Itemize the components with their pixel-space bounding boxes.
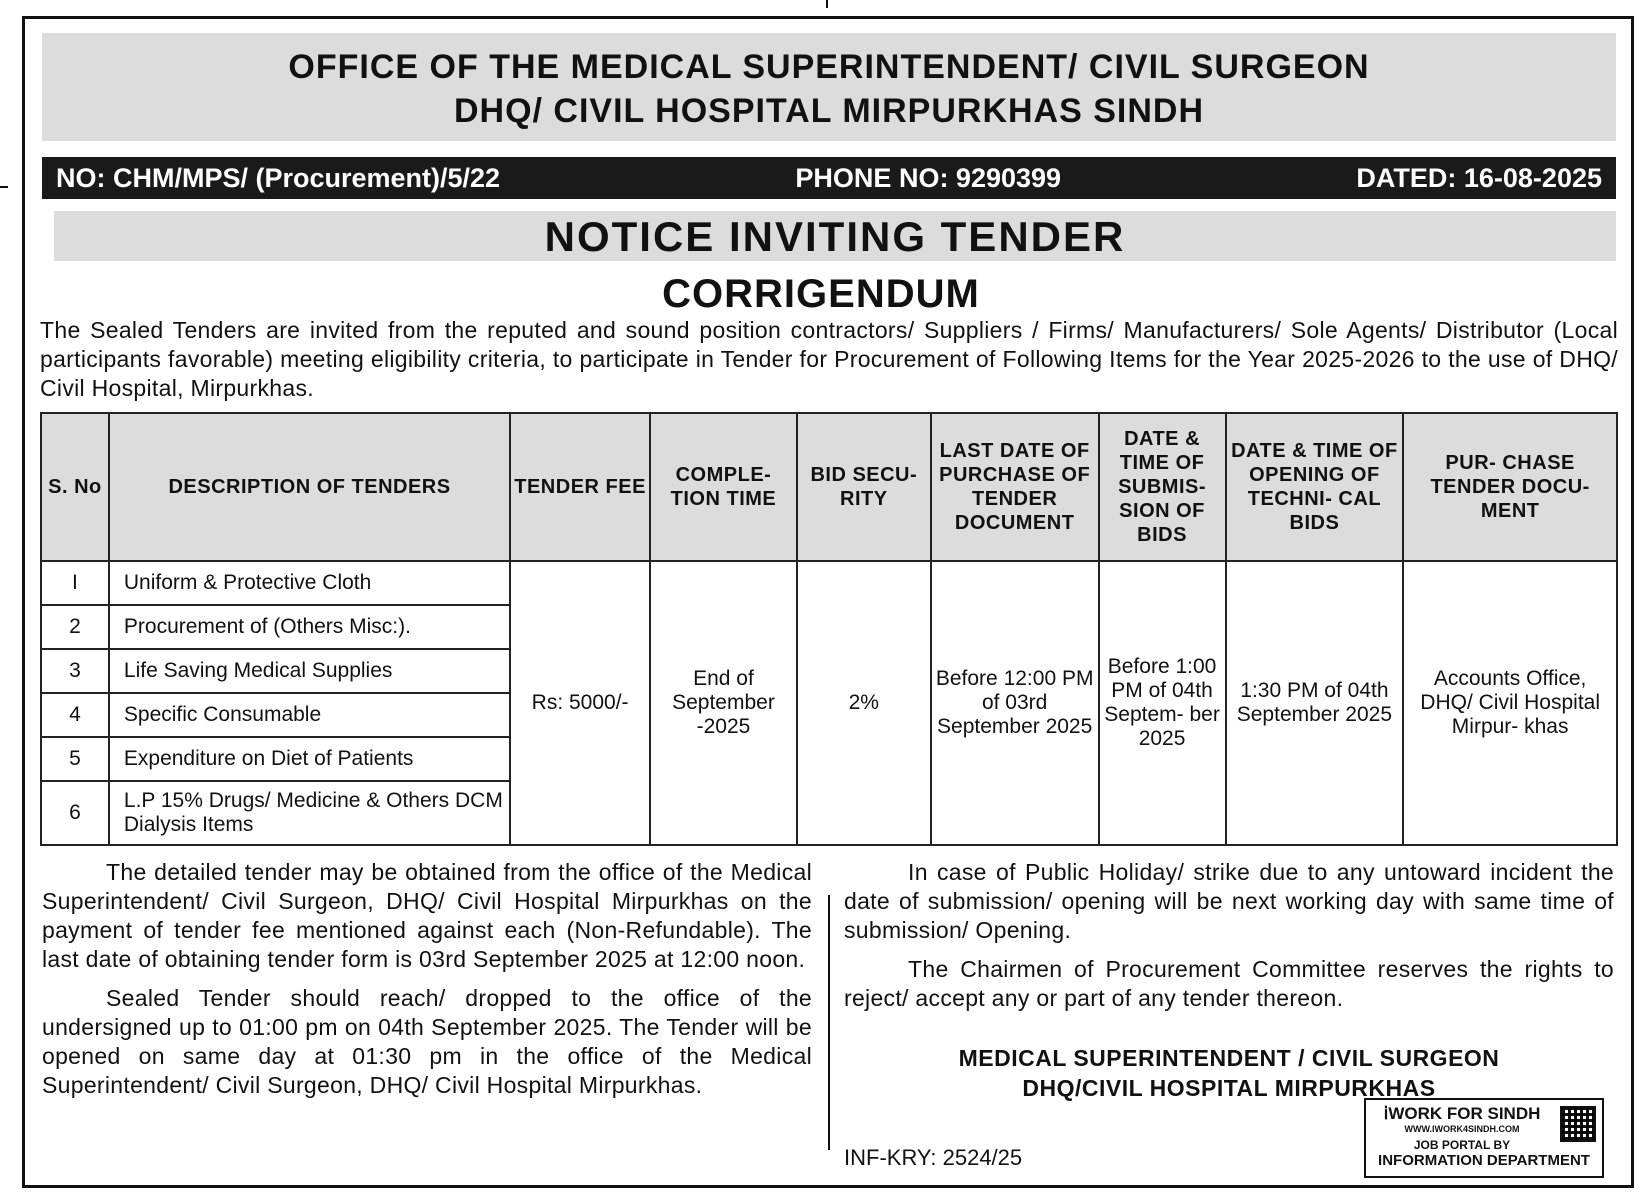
purchase-document-cell: Accounts Office, DHQ/ Civil Hospital Mirpur- khas [1403, 561, 1617, 845]
work-for-sindh-badge [1364, 1098, 1604, 1178]
paragraph-tender-submission: Sealed Tender should reach/ dropped to the office of the undersigned up to 01:00 pm on 04th September 2025. The Tender will be opened on same day at 01:30 pm in the office of the Medical Superintendent/ Civil Surgeon, DHQ/ Civil Hospital Mirpurkhas. [42, 985, 812, 1098]
badge-url: WWW.IWORK4SINDH.COM [1404, 1124, 1520, 1134]
table-row [41, 561, 1617, 605]
header-sno: S. No [41, 413, 109, 561]
column-divider [828, 895, 830, 1150]
row-sno: 3 [41, 649, 109, 693]
row-sno: I [41, 561, 109, 605]
crop-mark-top [826, 0, 828, 8]
header-tender-fee: TENDER FEE [510, 413, 650, 561]
header-purchase-document: PUR- CHASE TENDER DOCU- MENT [1403, 413, 1617, 561]
header-opening: DATE & TIME OF OPENING OF TECHNI- CAL BIDS [1226, 413, 1404, 561]
header-submission: DATE & TIME OF SUBMIS- SION OF BIDS [1099, 413, 1226, 561]
signature-line2: DHQ/CIVIL HOSPITAL MIRPURKHAS [1022, 1075, 1436, 1101]
header-description: DESCRIPTION OF TENDERS [109, 413, 510, 561]
badge-department: INFORMATION DEPARTMENT [1366, 1152, 1602, 1169]
badge-portal: JOB PORTAL BY [1413, 1138, 1511, 1152]
header-last-date: LAST DATE OF PURCHASE OF TENDER DOCUMENT [931, 413, 1099, 561]
header-bid-security: BID SECU- RITY [797, 413, 931, 561]
paragraph-tender-obtaining: The detailed tender may be obtained from the office of the Medical Superintendent/ Civil Surgeon, DHQ/ Civil Hospital Mirpurkhas on the payment of tender fee mentioned against each (Non-Refundable). The last date of obtaining tender form is 03rd September 2025 at 12:00 noon. [42, 859, 812, 972]
submission-cell: Before 1:00 PM of 04th Septem- ber 2025 [1099, 561, 1226, 845]
row-sno: 2 [41, 605, 109, 649]
right-column [844, 858, 1614, 1023]
signature-line1: MEDICAL SUPERINTENDENT / CIVIL SURGEON [958, 1045, 1500, 1071]
paragraph-committee-rights: The Chairmen of Procurement Committee reserves the rights to reject/ accept any or part of any tender thereon. [844, 956, 1614, 1011]
last-date-cell: Before 12:00 PM of 03rd September 2025 [931, 561, 1099, 845]
reference-bar [42, 157, 1616, 199]
row-description: L.P 15% Drugs/ Medicine & Others DCM Dialysis Items [109, 781, 510, 845]
header-completion-time: COMPLE- TION TIME [650, 413, 797, 561]
office-header [42, 33, 1616, 141]
opening-cell: 1:30 PM of 04th September 2025 [1226, 561, 1404, 845]
table-header-row [41, 413, 1617, 561]
left-column [42, 858, 812, 1110]
corrigendum-heading: CORRIGENDUM [662, 272, 980, 316]
row-description: Uniform & Protective Cloth [109, 561, 510, 605]
paragraph-public-holiday: In case of Public Holiday/ strike due to any untoward incident the date of submission/ opening will be next working day with same time of submission/ Opening. [844, 859, 1614, 943]
office-title-line1: OFFICE OF THE MEDICAL SUPERINTENDENT/ CIVIL SURGEON [288, 48, 1370, 86]
badge-title: ⅰWORK FOR SINDH [1383, 1104, 1541, 1123]
row-sno: 4 [41, 693, 109, 737]
inf-number: INF-KRY: 2524/25 [844, 1145, 1023, 1170]
qr-code-icon [1560, 1106, 1596, 1142]
notice-title: NOTICE INVITING TENDER [54, 211, 1616, 261]
row-description: Life Saving Medical Supplies [109, 649, 510, 693]
reference-number: NO: CHM/MPS/ (Procurement)/5/22 [56, 162, 501, 193]
row-description: Procurement of (Others Misc:). [109, 605, 510, 649]
row-description: Specific Consumable [109, 693, 510, 737]
phone-number: PHONE NO: 9290399 [795, 162, 1062, 193]
row-sno: 5 [41, 737, 109, 781]
bid-security-cell: 2% [797, 561, 931, 845]
row-description: Expenditure on Diet of Patients [109, 737, 510, 781]
notice-date: DATED: 16-08-2025 [1356, 162, 1602, 193]
tender-table [40, 412, 1618, 846]
completion-time-cell: End of September -2025 [650, 561, 797, 845]
signature-block [844, 1043, 1614, 1103]
crop-mark-left [0, 186, 8, 188]
tender-fee-cell: Rs: 5000/- [510, 561, 650, 845]
row-sno: 6 [41, 781, 109, 845]
office-title-line2: DHQ/ CIVIL HOSPITAL MIRPURKHAS SINDH [453, 92, 1205, 130]
intro-paragraph: The Sealed Tenders are invited from the reputed and sound position contractors/ Suppliers / Firms/ Manufacturers/ Sole Agents/ Distributor (Local participants favorable) meeting eligibility criteria, to participate in Tender for Procurement of Following Items for the Year 2025-2026 to the use of DHQ/ Civil Hospital, Mirpurkhas. [40, 317, 1618, 401]
